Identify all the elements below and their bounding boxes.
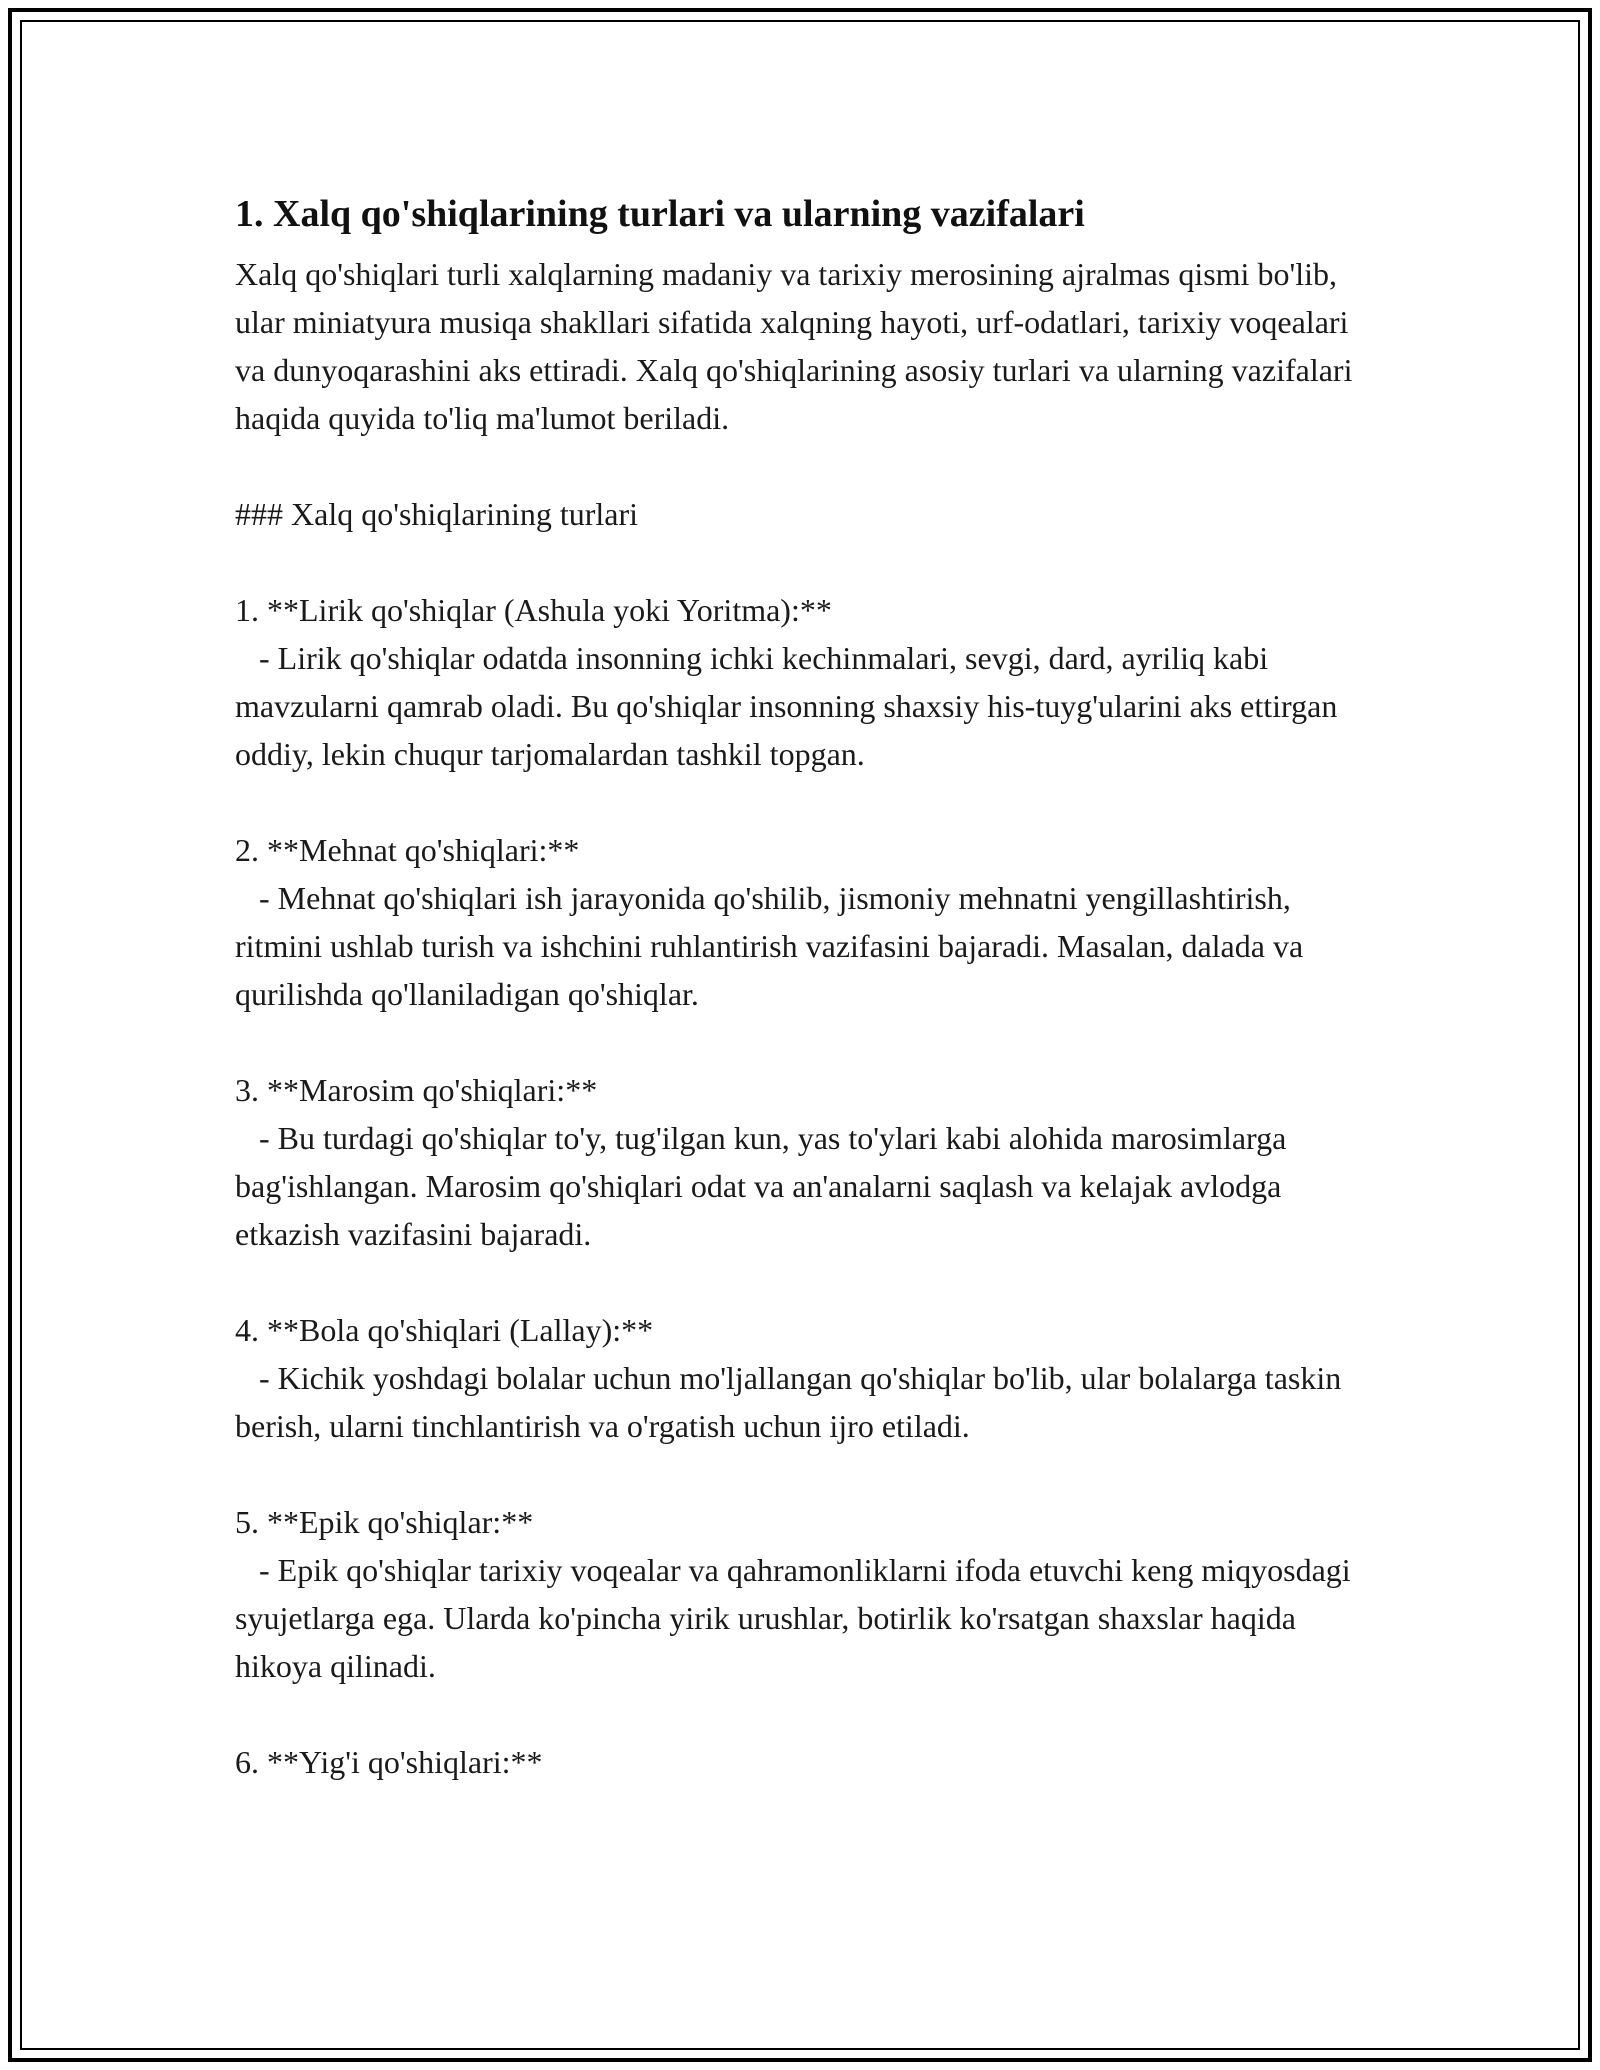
list-item-heading: 4. **Bola qo'shiqlari (Lallay):** bbox=[235, 1312, 654, 1348]
list-item bbox=[235, 1306, 1370, 1450]
document-content bbox=[235, 190, 1370, 1786]
spacer bbox=[235, 1690, 1370, 1738]
list-item bbox=[235, 1066, 1370, 1258]
spacer bbox=[235, 1258, 1370, 1306]
list-item-heading: 6. **Yig'i qo'shiqlari:** bbox=[235, 1744, 543, 1780]
list-item bbox=[235, 1498, 1370, 1690]
spacer bbox=[235, 778, 1370, 826]
document-title: 1. Xalq qo'shiqlarining turlari va ularning vazifalari bbox=[235, 193, 1085, 235]
intro-paragraph: Xalq qo'shiqlari turli xalqlarning madaniy va tarixiy merosining ajralmas qismi bo'lib, ular miniatyura musiqa shakllari sifatida xalqning hayoti, urf-odatlari, tarixiy voqealari va dunyoqarashini aks ettiradi. Xalq qo'shiqlarining asosiy turlari va ularning vazifalari haqida quyida to'liq ma'lumot beriladi. bbox=[235, 256, 1361, 436]
list-item-heading: 3. **Marosim qo'shiqlari:** bbox=[235, 1072, 598, 1108]
spacer bbox=[235, 1018, 1370, 1066]
list-item bbox=[235, 586, 1370, 778]
list-item-heading: 2. **Mehnat qo'shiqlari:** bbox=[235, 832, 580, 868]
list-item bbox=[235, 1738, 1370, 1786]
list-item-heading: 5. **Epik qo'shiqlar:** bbox=[235, 1504, 534, 1540]
list-item-body: - Bu turdagi qo'shiqlar to'y, tug'ilgan kun, yas to'ylari kabi alohida marosimlarga bag'ishlangan. Marosim qo'shiqlari odat va an'analarni saqlash va kelajak avlodga etkazish vazifasini bajaradi. bbox=[235, 1120, 1295, 1252]
list-item-body: - Epik qo'shiqlar tarixiy voqealar va qahramonliklarni ifoda etuvchi keng miqyosdagi syujetlarga ega. Ularda ko'pincha yirik urushlar, botirlik ko'rsatgan shaxslar haqida hikoya qilinadi. bbox=[235, 1552, 1359, 1684]
list-item-heading: 1. **Lirik qo'shiqlar (Ashula yoki Yoritma):** bbox=[235, 592, 832, 628]
list-item bbox=[235, 826, 1370, 1018]
list-item-body: - Lirik qo'shiqlar odatda insonning ichki kechinmalari, sevgi, dard, ayriliq kabi mavzularni qamrab oladi. Bu qo'shiqlar insonning shaxsiy his-tuyg'ularini aks ettirgan oddiy, lekin chuqur tarjomalardan tashkil topgan. bbox=[235, 640, 1346, 772]
section-heading: ### Xalq qo'shiqlarining turlari bbox=[235, 496, 639, 532]
spacer bbox=[235, 1450, 1370, 1498]
spacer bbox=[235, 442, 1370, 490]
spacer bbox=[235, 538, 1370, 586]
list-item-body: - Mehnat qo'shiqlari ish jarayonida qo'shilib, jismoniy mehnatni yengillashtirish, ritmini ushlab turish va ishchini ruhlantirish vazifasini bajaradi. Masalan, dalada va qurilishda qo'llaniladigan qo'shiqlar. bbox=[235, 880, 1312, 1012]
list-item-body: - Kichik yoshdagi bolalar uchun mo'ljallangan qo'shiqlar bo'lib, ular bolalarga taskin berish, ularni tinchlantirish va o'rgatish uchun ijro etiladi. bbox=[235, 1360, 1350, 1444]
